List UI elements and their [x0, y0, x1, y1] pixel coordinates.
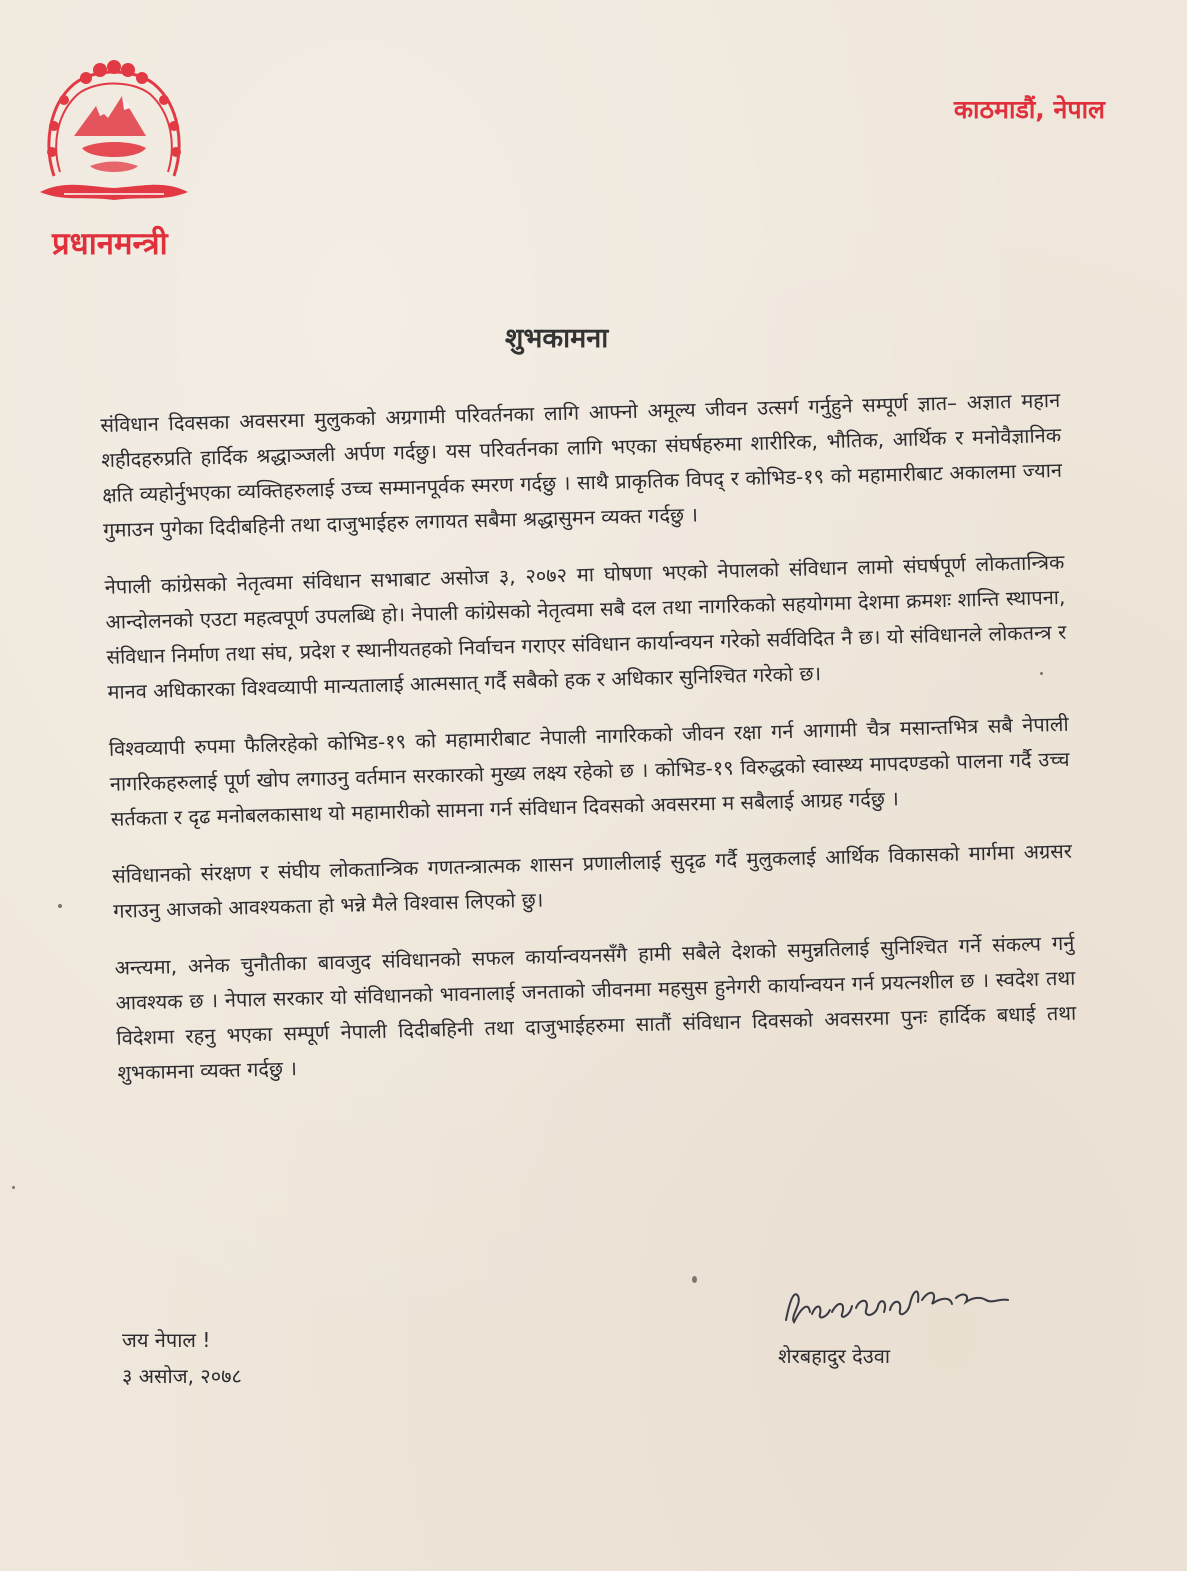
- closing-salutation: जय नेपाल !: [122, 1328, 211, 1352]
- paper-speck: [58, 904, 62, 908]
- letter-body: [100, 383, 1078, 1113]
- closing-block: [122, 1322, 242, 1394]
- signature-icon: [780, 1270, 1020, 1340]
- paper-speck: [1040, 672, 1043, 675]
- paper-speck: [12, 1186, 15, 1189]
- paragraph-4: संविधानको संरक्षण र संघीय लोकतान्त्रिक गणतन्त्रात्मक शासन प्रणालीलाई सुदृढ गर्दै मुलुकलाई आर्थिक विकासको मार्गमा अग्रसर गराउनु आजको आवश्यकता हो भन्ने मैले विश्वास लिएको छु।: [111, 838, 1073, 923]
- document-title: शुभकामना: [505, 323, 609, 354]
- letter-date: ३ असोज, २०७८: [122, 1364, 242, 1388]
- paragraph-5: अन्त्यमा, अनेक चुनौतीका बावजुद संविधानको सफल कार्यान्वयनसँगै हामी सबैले देशको समुन्नतिलाई सुनिश्चित गर्ने संकल्प गर्नु आवश्यक छ । नेपाल सरकार यो संविधानको भावनालाई जनताको जीवनमा महसुस हुनेगरी कार्यान्वयन गर्न प्रयत्नशील छ । स्वदेश तथा विदेशमा रहनु भएका सम्पूर्ण नेपाली दिदीबहिनी तथा दाजुभाईहरुमा सातौं संविधान दिवसको अवसरमा पुनः हार्दिक बधाई तथा शुभकामना व्यक्त गर्दछु ।: [114, 930, 1077, 1085]
- nepal-coat-of-arms-icon: [34, 56, 194, 214]
- letterhead-place: काठमाडौं, नेपाल: [953, 95, 1105, 124]
- paper-speck: [692, 1276, 697, 1283]
- paragraph-1: संविधान दिवसका अवसरमा मुलुकको अग्रगामी परिवर्तनका लागि आफ्नो अमूल्य जीवन उत्सर्ग गर्नुहुने सम्पूर्ण ज्ञात– अज्ञात महान शहीदहरुप्रति हार्दिक श्रद्धाञ्जली अर्पण गर्दछु। यस परिवर्तनका लागि भएका संघर्षहरुमा शारीरिक, भौतिक, आर्थिक र मनोवैज्ञानिक क्षति व्यहोर्नुभएका व्यक्तिहरुलाई उच्च सम्मानपूर्वक स्मरण गर्दछु । साथै प्राकृतिक विपद् र कोभिड-१९ को महामारीबाट अकालमा ज्यान गुमाउन पुगेका दिदीबहिनी तथा दाजुभाईहरु लगायत सबैमा श्रद्धासुमन व्यक्त गर्दछु ।: [100, 387, 1063, 542]
- signer-name: शेरबहादुर देउवा: [778, 1344, 891, 1368]
- paragraph-2: नेपाली कांग्रेसको नेतृत्वमा संविधान सभाबाट असोज ३, २०७२ मा घोषणा भएको नेपालको संविधान लामो संघर्षपूर्ण लोकतान्त्रिक आन्दोलनको एउटा महत्वपूर्ण उपलब्धि हो। नेपाली कांग्रेसको नेतृत्वमा सबै दल तथा नागरिकको सहयोगमा देशमा क्रमशः शान्ति स्थापना, संविधान निर्माण तथा संघ, प्रदेश र स्थानीयतहको निर्वाचन गराएर संविधान कार्यान्वयन गरेको सर्वविदित नै छ। यो संविधानले लोकतन्त्र र मानव अधिकारका विश्वव्यापी मान्यतालाई आत्मसात् गर्दै सबैको हक र अधिकार सुनिश्चित गरेको छ।: [104, 549, 1067, 704]
- letterhead-office: प्रधानमन्त्री: [52, 226, 168, 262]
- paragraph-3: विश्वव्यापी रुपमा फैलिरहेको कोभिड-१९ को महामारीबाट नेपाली नागरिकको जीवन रक्षा गर्न आगामी चैत्र मसान्तभित्र सबै नेपाली नागरिकहरुलाई पूर्ण खोप लगाउनु वर्तमान सरकारको मुख्य लक्ष्य रहेको छ । कोभिड-१९ विरुद्धको स्वास्थ्य मापदण्डको पालना गर्दै उच्च सर्तकता र दृढ मनोबलकासाथ यो महामारीको सामना गर्न संविधान दिवसको अवसरमा म सबैलाई आग्रह गर्दछु ।: [108, 711, 1070, 831]
